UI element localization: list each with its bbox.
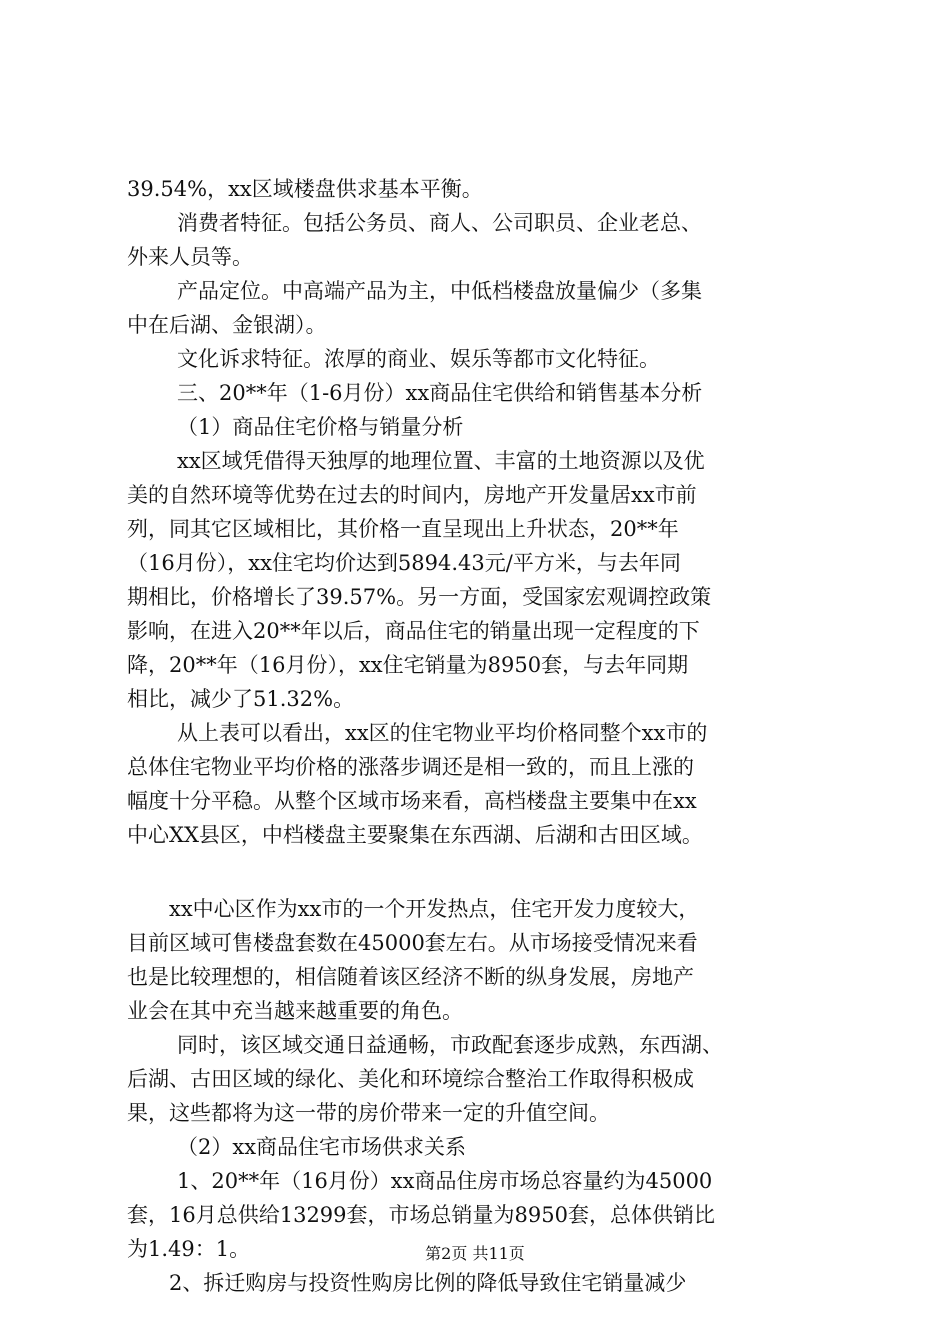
text-line: 为1.49：1。 [127,1237,251,1261]
text-line: 中在后湖、金银湖）。 [127,313,327,337]
text-line: （16月份），xx住宅均价达到5894.43元/平方米，与去年同 [127,551,681,575]
section-heading: 三、20**年（1-6月份）xx商品住宅供给和销售基本分析 [177,381,703,405]
text-line: 列，同其它区域相比，其价格一直呈现出上升状态，20**年 [127,517,679,541]
text-line: 期相比，价格增长了39.57%。另一方面，受国家宏观调控政策 [127,585,712,609]
text-line: 2、拆迁购房与投资性购房比例的降低导致住宅销量减少 [169,1271,687,1295]
text-line: 套，16月总供给13299套，市场总销量为8950套，总体供销比 [127,1203,715,1227]
text-line: 影响，在进入20**年以后，商品住宅的销量出现一定程度的下 [127,619,700,643]
text-line: 外来人员等。 [127,245,253,269]
text-line: 产品定位。中高端产品为主，中低档楼盘放量偏少（多集 [177,279,702,303]
text-line: 相比，减少了51.32%。 [127,687,355,711]
text-line: 从上表可以看出，xx区的住宅物业平均价格同整个xx市的 [177,721,708,745]
text-line: 美的自然环境等优势在过去的时间内，房地产开发量居xx市前 [127,483,697,507]
document-body [127,172,833,1300]
text-line: 同时，该区域交通日益通畅，市政配套逐步成熟，东西湖、 [177,1033,723,1057]
text-line: 也是比较理想的，相信随着该区经济不断的纵身发展，房地产 [127,965,694,989]
text-line: xx中心区作为xx市的一个开发热点，住宅开发力度较大， [169,897,700,921]
text-line: 果，这些都将为这一带的房价带来一定的升值空间。 [127,1101,610,1125]
text-line: 1、20**年（16月份）xx商品住房市场总容量约为45000 [177,1169,713,1193]
page-footer: 第2页 共11页 [425,1244,525,1263]
text-line: 文化诉求特征。浓厚的商业、娱乐等都市文化特征。 [177,347,660,371]
text-line: xx区域凭借得天独厚的地理位置、丰富的土地资源以及优 [177,449,705,473]
text-line: 总体住宅物业平均价格的涨落步调还是相一致的，而且上涨的 [127,755,694,779]
text-line: 中心XX县区，中档楼盘主要聚集在东西湖、后湖和古田区域。 [127,823,703,847]
text-line: 幅度十分平稳。从整个区域市场来看，高档楼盘主要集中在xx [127,789,697,813]
paragraph-gap [127,852,833,892]
text-line: 业会在其中充当越来越重要的角色。 [127,999,463,1023]
text-line: 目前区域可售楼盘套数在45000套左右。从市场接受情况来看 [127,931,698,955]
text-line: 消费者特征。包括公务员、商人、公司职员、企业老总、 [177,211,702,235]
subsection-heading: （1）商品住宅价格与销量分析 [177,415,464,439]
text-line: 后湖、古田区域的绿化、美化和环境综合整治工作取得积极成 [127,1067,694,1091]
subsection-heading: （2）xx商品住宅市场供求关系 [177,1135,467,1159]
text-line: 39.54%，xx区域楼盘供求基本平衡。 [127,177,483,201]
text-line: 降，20**年（16月份），xx住宅销量为8950套，与去年同期 [127,653,689,677]
